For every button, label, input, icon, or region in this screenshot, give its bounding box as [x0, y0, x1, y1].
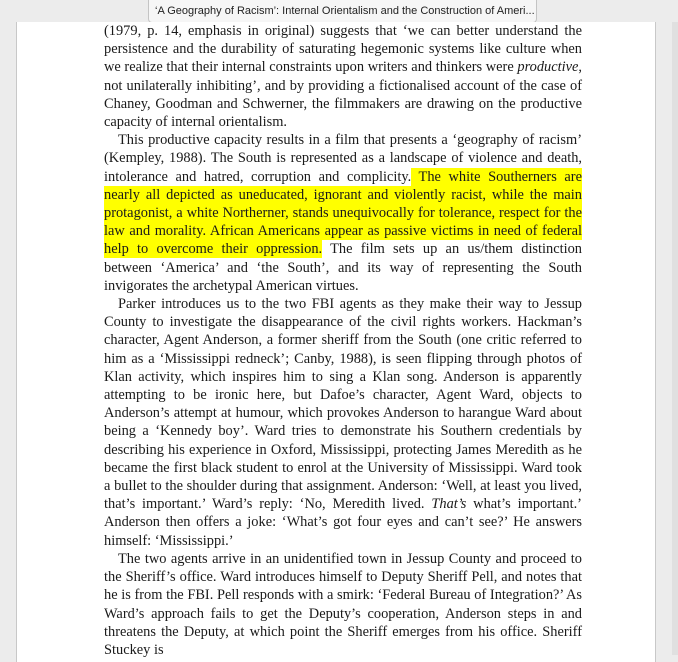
paragraph-1-text-end: , not unilaterally inhibiting’, and by providing a fictionalised account of the case of Chaney, Goodman and Schwerner, the filmmakers are drawing on the productive capacity of internal orientalism. — [104, 59, 582, 131]
document-tab[interactable]: ‘A Geography of Racism’: Internal Orientalism and the Construction of Ameri... — [148, 0, 537, 23]
paragraph-2-text-end: The film sets up an us/them distinction between ‘America’ and ‘the South’, and its way of representing the South invigorates the archetypal American virtues. — [104, 241, 583, 294]
document-text — [104, 22, 582, 659]
paragraph-3-emphasis: That’s — [431, 496, 467, 513]
document-page — [16, 22, 656, 662]
paragraph-2-text: This productive capacity results in a film that presents a ‘geography of racism’ (Kempley, 1988). The South is represented as a landscape of violence and death, intolerance and hatred, corruption and complicity. — [104, 132, 582, 185]
paragraph-1-text: (1979, p. 14, emphasis in original) suggests that ‘we can better understand the persistence and the durability of saturating hegemonic systems like culture when we realize that their internal constraints upon writers and thinkers were — [104, 23, 582, 76]
title-bar — [0, 0, 678, 24]
paragraph-3-text-end: what’s important.’ Anderson then offers a joke: ‘What’s got four eyes and can’t see?’ He answers himself: ‘Mississippi.’ — [104, 496, 582, 549]
paragraph-3-text: Parker introduces us to the two FBI agents as they make their way to Jessup County to investigate the disappearance of the civil rights workers. Hackman’s character, Agent Anderson, a former sheriff from the South (one critic referred to him as a ‘Mississippi redneck’; Canby, 1988), is seen flipping through photos of Klan activity, which inspires him to sing a Klan song. Anderson is apparently attempting to be ironic here, but Dafoe’s character, Agent Ward, objects to Anderson’s attempt at humour, which provokes Anderson to harangue Ward about being a ‘Kennedy boy’. Ward tries to demonstrate his Southern credentials by describing his experience in Oxford, Mississippi, protecting James Meredith as he became the first black student to enrol at the University of Mississippi. Ward took a bullet to the shoulder during that assignment. Anderson: ‘Well, at least you lived, that’s important.’ Ward’s reply: ‘No, Meredith lived. — [104, 296, 582, 513]
paragraph-3 — [104, 295, 582, 550]
paragraph-1-emphasis: productive — [517, 59, 579, 76]
vertical-scrollbar[interactable] — [672, 22, 678, 655]
paragraph-4: The two agents arrive in an unidentified town in Jessup County and proceed to the Sheriff’s office. Ward introduces himself to Deputy Sheriff Pell, and notes that he is from the FBI. Pell responds with a smirk: ‘Federal Bureau of Integration?’ As Ward’s approach fails to get the Deputy’s cooperation, Anderson steps in and threatens the Deputy, at which point the Sheriff emerges from his office. Sheriff Stuckey is — [104, 550, 582, 658]
highlighted-passage[interactable]: The white Southerners are nearly all depicted as uneducated, ignorant and violently racist, while the main protagonist, a white Northerner, stands unequivocally for tolerance, respect for the law and morality. African Americans appear as passive victims in need of federal help to overcome their oppression. — [104, 168, 582, 258]
paragraph-2 — [104, 131, 582, 295]
paragraph-1 — [104, 22, 582, 131]
